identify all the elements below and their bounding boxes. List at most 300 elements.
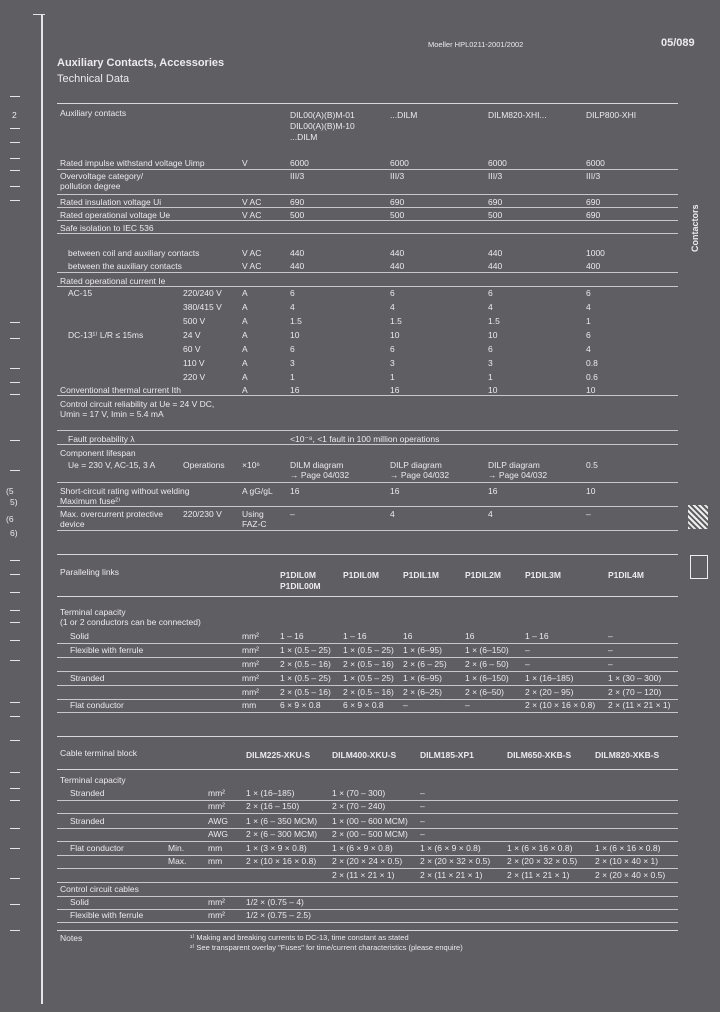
cell-value: 1 × (6–95)	[403, 645, 442, 655]
cell-value: 1 × (70 – 300)	[332, 788, 386, 798]
cell-value: 6000	[390, 158, 409, 168]
table-rule	[57, 596, 678, 597]
cell-value: –	[420, 829, 425, 839]
cell-value: 380/415 V	[183, 302, 222, 312]
row-rule	[57, 482, 678, 483]
cell-value: 4	[390, 509, 395, 519]
row-label: pollution degree	[60, 181, 121, 191]
cell-value: mm²	[208, 910, 225, 920]
cell-value: 690	[290, 197, 305, 207]
cell-value: 3	[390, 358, 395, 368]
cell-value: 1	[290, 372, 295, 382]
cell-value: 16	[290, 385, 300, 395]
cell-value: 1	[586, 316, 591, 326]
t2-col-header: P1DIL4M	[608, 570, 644, 580]
cell-value: 1 × (6–150)	[465, 645, 509, 655]
cell-value: 16	[403, 631, 413, 641]
cell-value: 6	[290, 288, 295, 298]
cell-value: 2 × (11 × 21 × 1)	[608, 700, 671, 710]
cell-value: A	[242, 316, 248, 326]
cell-value: 1 × (6 – 350 MCM)	[246, 816, 318, 826]
cell-value: 0.6	[586, 372, 598, 382]
t1-header: Auxiliary contacts	[60, 108, 127, 118]
cell-value: 440	[290, 248, 305, 258]
cell-value: –	[465, 700, 470, 710]
cell-value: 1 × (6 × 16 × 0.8)	[507, 843, 573, 853]
cell-value: Min.	[168, 843, 185, 853]
cell-value: 690	[488, 197, 503, 207]
cell-value: mm²	[242, 687, 259, 697]
cell-value: 10	[586, 385, 596, 395]
row-label: Rated impulse withstand voltage Uimp	[60, 158, 205, 168]
row-label: Flexible with ferrule	[70, 910, 144, 920]
cell-value: A	[242, 385, 248, 395]
t2-col-header: P1DIL0M	[280, 570, 316, 580]
cell-value: 6	[586, 288, 591, 298]
cell-value: 6	[290, 344, 295, 354]
row-label: Flat conductor	[70, 700, 124, 710]
margin-tick	[10, 142, 20, 143]
row-rule	[57, 444, 678, 445]
cell-value: 500 V	[183, 316, 206, 326]
row-label: Solid	[70, 897, 89, 907]
row-rule	[57, 272, 678, 273]
margin-tick	[10, 440, 20, 441]
margin-tick	[10, 772, 20, 773]
t2-col-header: P1DIL2M	[465, 570, 501, 580]
table-rule	[57, 103, 678, 104]
cell-value: 4	[586, 344, 591, 354]
margin-tick	[10, 382, 20, 383]
cell-value: III/3	[390, 171, 405, 181]
cell-value: A	[242, 302, 248, 312]
margin-tick	[10, 848, 20, 849]
cell-value: FAZ-C	[242, 519, 267, 529]
cell-value: III/3	[290, 171, 305, 181]
cell-value: 6000	[586, 158, 605, 168]
row-label: Safe isolation to IEC 536	[60, 223, 154, 233]
cell-value: 1 × (0.5 – 25)	[280, 645, 331, 655]
cell-value: 10	[488, 385, 498, 395]
cell-value: 1 × (6–150)	[465, 673, 509, 683]
t2-col-header: P1DIL0M	[343, 570, 379, 580]
margin-tick	[10, 640, 20, 641]
t3-title: Cable terminal block	[60, 748, 138, 758]
cell-value: 440	[488, 248, 503, 258]
row-label: Fault probability λ	[68, 434, 135, 444]
cell-value: mm²	[208, 801, 225, 811]
row-rule	[57, 430, 678, 431]
tab-marker	[690, 555, 708, 579]
cell-value: 1 × (6–95)	[403, 673, 442, 683]
margin-number: (5	[6, 486, 14, 496]
cell-value: 1 × (0.5 – 25)	[280, 673, 331, 683]
cell-value: 2 × (0.5 – 16)	[343, 659, 394, 669]
cell-value: 4	[586, 302, 591, 312]
t2-col-header: P1DIL3M	[525, 570, 561, 580]
row-label: DC-13¹⁾ L/R ≤ 15ms	[68, 330, 144, 340]
cell-value: 2 × (11 × 21 × 1)	[507, 870, 570, 880]
row-rule	[57, 506, 678, 507]
cell-value: A	[242, 358, 248, 368]
margin-tick	[10, 930, 20, 931]
cell-value: 10	[488, 330, 498, 340]
cell-value: Using	[242, 509, 264, 519]
margin-rule	[41, 14, 43, 1004]
cell-value: 1 × (00 – 600 MCM)	[332, 816, 408, 826]
cell-value: 220 V	[183, 372, 206, 382]
margin-tick	[10, 394, 20, 395]
cell-value: 400	[586, 261, 601, 271]
cell-value: –	[608, 659, 613, 669]
cell-value: V AC	[242, 197, 262, 207]
cell-value: 2 × (10 × 40 × 1)	[595, 856, 659, 866]
cell-value: 1 – 16	[280, 631, 304, 641]
row-label: Control circuit cables	[60, 884, 139, 894]
row-rule	[57, 685, 678, 686]
cell-value: 6000	[290, 158, 309, 168]
cell-value: 2 × (6–25)	[403, 687, 442, 697]
cell-value: 0.8	[586, 358, 598, 368]
row-label: Flexible with ferrule	[70, 645, 144, 655]
row-rule	[57, 841, 678, 842]
table-rule	[57, 736, 678, 737]
cell-value: 440	[390, 248, 405, 258]
cell-value: 440	[390, 261, 405, 271]
cell-value: 6	[586, 330, 591, 340]
cell-value: 1.5	[390, 316, 402, 326]
note-1: ¹⁾ Making and breaking currents to DC-13, time constant as stated	[190, 933, 409, 942]
cell-value: 440	[488, 261, 503, 271]
t1-col-header: DILM820-XHI...	[488, 110, 547, 120]
cell-value: 10	[586, 486, 596, 496]
cell-value: → Page 04/032	[390, 470, 450, 480]
page-number: 05/089	[661, 37, 695, 49]
cell-value: 1.5	[488, 316, 500, 326]
cell-value: 1 – 16	[525, 631, 549, 641]
cell-value: 2 × (6–50)	[465, 687, 504, 697]
cell-value: 220/230 V	[183, 509, 222, 519]
cell-value: III/3	[488, 171, 503, 181]
margin-tick	[10, 610, 20, 611]
cell-value: 440	[290, 261, 305, 271]
row-label: Ue = 230 V, AC-15, 3 A	[68, 460, 156, 470]
cell-value: 16	[390, 486, 400, 496]
margin-tick	[10, 322, 20, 323]
margin-tick	[10, 828, 20, 829]
cell-value: 2 × (20 × 32 × 0.5)	[507, 856, 578, 866]
margin-tick	[10, 740, 20, 741]
margin-tick	[10, 368, 20, 369]
cell-value: 10	[390, 330, 400, 340]
cell-value: A	[242, 372, 248, 382]
margin-tick	[10, 592, 20, 593]
side-tab-contactors: Contactors	[690, 204, 700, 252]
cell-value: 2 × (20 × 32 × 0.5)	[420, 856, 491, 866]
cell-value: 690	[586, 210, 601, 220]
row-rule	[57, 643, 678, 644]
cell-value: –	[420, 801, 425, 811]
row-label: Short-circuit rating without welding	[60, 486, 190, 496]
cell-value: 16	[390, 385, 400, 395]
cell-value: 2 × (70 – 120)	[608, 687, 662, 697]
cell-value: 1/2 × (0.75 – 4)	[246, 897, 304, 907]
cell-value: A	[242, 288, 248, 298]
margin-tick	[10, 574, 20, 575]
cell-value: 1.5	[290, 316, 302, 326]
cell-value: mm	[208, 843, 223, 853]
cell-value: 2 × (0.5 – 16)	[280, 659, 331, 669]
t3-col-header: DILM820-XKB-S	[595, 750, 660, 760]
margin-tick	[10, 186, 20, 187]
margin-tick	[10, 716, 20, 717]
cell-value: –	[608, 631, 613, 641]
row-label: AC-15	[68, 288, 93, 298]
cell-value: 2 × (00 – 500 MCM)	[332, 829, 408, 839]
row-label: Umin = 17 V, Imin = 5.4 mA	[60, 409, 164, 419]
t3-col-header: DILM650-XKB-S	[507, 750, 572, 760]
margin-tick	[10, 702, 20, 703]
cell-value: 4	[390, 302, 395, 312]
cell-value: mm	[242, 700, 257, 710]
cell-value: 2 × (20 – 95)	[525, 687, 574, 697]
cell-value: 500	[488, 210, 503, 220]
cell-value: 1	[488, 372, 493, 382]
cell-value: 24 V	[183, 330, 201, 340]
cell-value: 3	[290, 358, 295, 368]
row-label: Stranded	[70, 816, 105, 826]
cell-value: 2 × (0.5 – 16)	[343, 687, 394, 697]
t3-col-header: DILM400-XKU-S	[332, 750, 397, 760]
cell-value: mm	[208, 856, 223, 866]
cell-value: mm²	[208, 788, 225, 798]
row-rule	[57, 671, 678, 672]
row-label: between the auxiliary contacts	[68, 261, 182, 271]
row-rule	[57, 712, 678, 713]
table-rule	[57, 769, 678, 770]
margin-tick	[10, 470, 20, 471]
margin-number: 5)	[10, 497, 18, 507]
cell-value: III/3	[586, 171, 601, 181]
cell-value: 2 × (11 × 21 × 1)	[420, 870, 483, 880]
cell-value: –	[586, 509, 591, 519]
cell-value: V AC	[242, 248, 262, 258]
cell-value: 1 × (30 – 300)	[608, 673, 662, 683]
margin-number: 2	[12, 110, 17, 120]
margin-tick	[10, 128, 20, 129]
row-label: Conventional thermal current Ith	[60, 385, 181, 395]
row-rule	[57, 194, 678, 195]
row-label: Stranded	[70, 673, 105, 683]
cell-value: 2 × (6 – 50)	[465, 659, 509, 669]
t2-title: Paralleling links	[60, 567, 120, 577]
cell-value: 4	[488, 509, 493, 519]
cell-value: 2 × (10 × 16 × 0.8)	[246, 856, 317, 866]
row-label: Maximum fuse²⁾	[60, 496, 121, 506]
row-rule	[57, 922, 678, 923]
cell-value: 1 × (0.5 – 25)	[343, 673, 394, 683]
cell-value: 690	[586, 197, 601, 207]
cell-value: 6000	[488, 158, 507, 168]
row-label: Solid	[70, 631, 89, 641]
cell-value: 16	[488, 486, 498, 496]
cell-value: 2 × (6 – 25)	[403, 659, 447, 669]
row-rule	[57, 220, 678, 221]
cell-value: 6	[488, 344, 493, 354]
cell-value: DILP diagram	[390, 460, 442, 470]
cell-value: Operations	[183, 460, 225, 470]
cell-value: –	[525, 659, 530, 669]
cell-value: DILP diagram	[488, 460, 540, 470]
margin-tick	[10, 200, 20, 201]
row-rule	[57, 868, 678, 869]
t1-col-header: DIL00(A)(B)M-10	[290, 121, 355, 131]
cell-value: 2 × (10 × 16 × 0.8)	[525, 700, 596, 710]
cell-value: 2 × (16 – 150)	[246, 801, 300, 811]
cell-value: ×10⁶	[242, 460, 260, 470]
cell-value: A gG/gL	[242, 486, 273, 496]
row-rule	[57, 233, 678, 234]
cell-value: 690	[390, 197, 405, 207]
row-label: Component lifespan	[60, 448, 136, 458]
cell-value: A	[242, 330, 248, 340]
margin-tick	[10, 788, 20, 789]
margin-tick	[10, 800, 20, 801]
cell-value: –	[420, 816, 425, 826]
cell-value: 60 V	[183, 344, 201, 354]
row-label: Flat conductor	[70, 843, 124, 853]
cell-value: 1 × (6 × 16 × 0.8)	[595, 843, 661, 853]
row-rule	[57, 207, 678, 208]
cell-value: Max.	[168, 856, 187, 866]
row-label: Rated operational current Ie	[60, 276, 166, 286]
margin-tick	[10, 660, 20, 661]
cell-value: 6 × 9 × 0.8	[343, 700, 384, 710]
cell-value: → Page 04/032	[488, 470, 548, 480]
cell-value: 4	[488, 302, 493, 312]
cell-value: 2 × (70 – 240)	[332, 801, 386, 811]
cell-value: 6	[390, 344, 395, 354]
cell-value: mm²	[242, 673, 259, 683]
cell-value: 3	[488, 358, 493, 368]
row-rule	[57, 169, 678, 170]
cell-value: 2 × (6 – 300 MCM)	[246, 829, 318, 839]
row-rule	[57, 909, 678, 910]
cell-value: 1 × (0.5 – 25)	[343, 645, 394, 655]
model-label: Moeller HPL0211-2001/2002	[428, 40, 524, 49]
cell-value: V AC	[242, 261, 262, 271]
cell-value: –	[290, 509, 295, 519]
cell-value: 1 – 16	[343, 631, 367, 641]
cell-value: V AC	[242, 210, 262, 220]
cell-value: 1 × (3 × 9 × 0.8)	[246, 843, 307, 853]
cell-value: 1/2 × (0.75 – 2.5)	[246, 910, 311, 920]
t1-col-header: ...DILM	[390, 110, 418, 120]
cell-value: 2 × (11 × 21 × 1)	[332, 870, 395, 880]
note-2: ²⁾ See transparent overlay "Fuses" for time/current characteristics (please enquire)	[190, 943, 463, 952]
table-rule	[57, 930, 678, 931]
cell-value: 6 × 9 × 0.8	[280, 700, 321, 710]
t3-col-header: DILM225-XKU-S	[246, 750, 311, 760]
row-rule	[57, 395, 678, 396]
cell-value: → Page 04/032	[290, 470, 350, 480]
cell-value: mm²	[242, 645, 259, 655]
cell-value: DILM diagram	[290, 460, 344, 470]
cell-value: 500	[290, 210, 305, 220]
margin-tick	[10, 622, 20, 623]
row-rule	[57, 657, 678, 658]
cell-value: 1	[390, 372, 395, 382]
t2-section-note: (1 or 2 conductors can be connected)	[60, 617, 201, 627]
row-rule	[57, 530, 678, 531]
cell-value: mm²	[208, 897, 225, 907]
cell-value: 1 × (6 × 9 × 0.8)	[332, 843, 393, 853]
row-label: Max. overcurrent protective	[60, 509, 163, 519]
cell-value: 2 × (20 × 40 × 0.5)	[595, 870, 666, 880]
row-label: device	[60, 519, 85, 529]
t3-section: Terminal capacity	[60, 775, 126, 785]
cell-value: 2 × (0.5 – 16)	[280, 687, 331, 697]
row-label: Rated insulation voltage Ui	[60, 197, 162, 207]
row-label: Rated operational voltage Ue	[60, 210, 171, 220]
margin-tick	[10, 170, 20, 171]
t1-col-header: DIL00(A)(B)M-01	[290, 110, 355, 120]
cell-value: 10	[290, 330, 300, 340]
cell-value: 16	[290, 486, 300, 496]
table-rule	[57, 554, 678, 555]
cell-value: 1 × (6 × 9 × 0.8)	[420, 843, 481, 853]
cell-value: 16	[465, 631, 475, 641]
cell-value: –	[608, 645, 613, 655]
cell-value: 0.5	[586, 460, 598, 470]
cell-value: –	[525, 645, 530, 655]
t2-col-header: P1DIL00M	[280, 581, 321, 591]
cell-value: mm²	[242, 631, 259, 641]
margin-tick	[10, 560, 20, 561]
margin-tick	[33, 14, 45, 15]
cell-value: 6	[488, 288, 493, 298]
margin-tick	[10, 338, 20, 339]
margin-tick	[10, 904, 20, 905]
cell-value: 6	[390, 288, 395, 298]
cell-value: <10⁻⁸, <1 fault in 100 million operations	[290, 434, 440, 444]
margin-tick	[10, 158, 20, 159]
cell-value: 1 × (16–185)	[246, 788, 295, 798]
cell-value: A	[242, 344, 248, 354]
cell-value: –	[420, 788, 425, 798]
t2-section: Terminal capacity	[60, 607, 126, 617]
page-subtitle: Technical Data	[57, 73, 130, 85]
t1-col-header: DILP800-XHI	[586, 110, 637, 120]
cell-value: 1000	[586, 248, 605, 258]
cell-value: 220/240 V	[183, 288, 222, 298]
margin-number: (6	[6, 514, 14, 524]
cell-value: –	[403, 700, 408, 710]
t2-col-header: P1DIL1M	[403, 570, 439, 580]
cell-value: AWG	[208, 816, 228, 826]
barcode-mark	[688, 505, 708, 529]
cell-value: 1 × (16–185)	[525, 673, 574, 683]
margin-number: 6)	[10, 528, 18, 538]
row-rule	[57, 286, 678, 287]
notes-label: Notes	[60, 933, 83, 943]
row-label: Stranded	[70, 788, 105, 798]
cell-value: 2 × (20 × 24 × 0.5)	[332, 856, 403, 866]
row-rule	[57, 882, 678, 883]
cell-value: mm²	[242, 659, 259, 669]
cell-value: 500	[390, 210, 405, 220]
row-label: Overvoltage category/	[60, 171, 144, 181]
